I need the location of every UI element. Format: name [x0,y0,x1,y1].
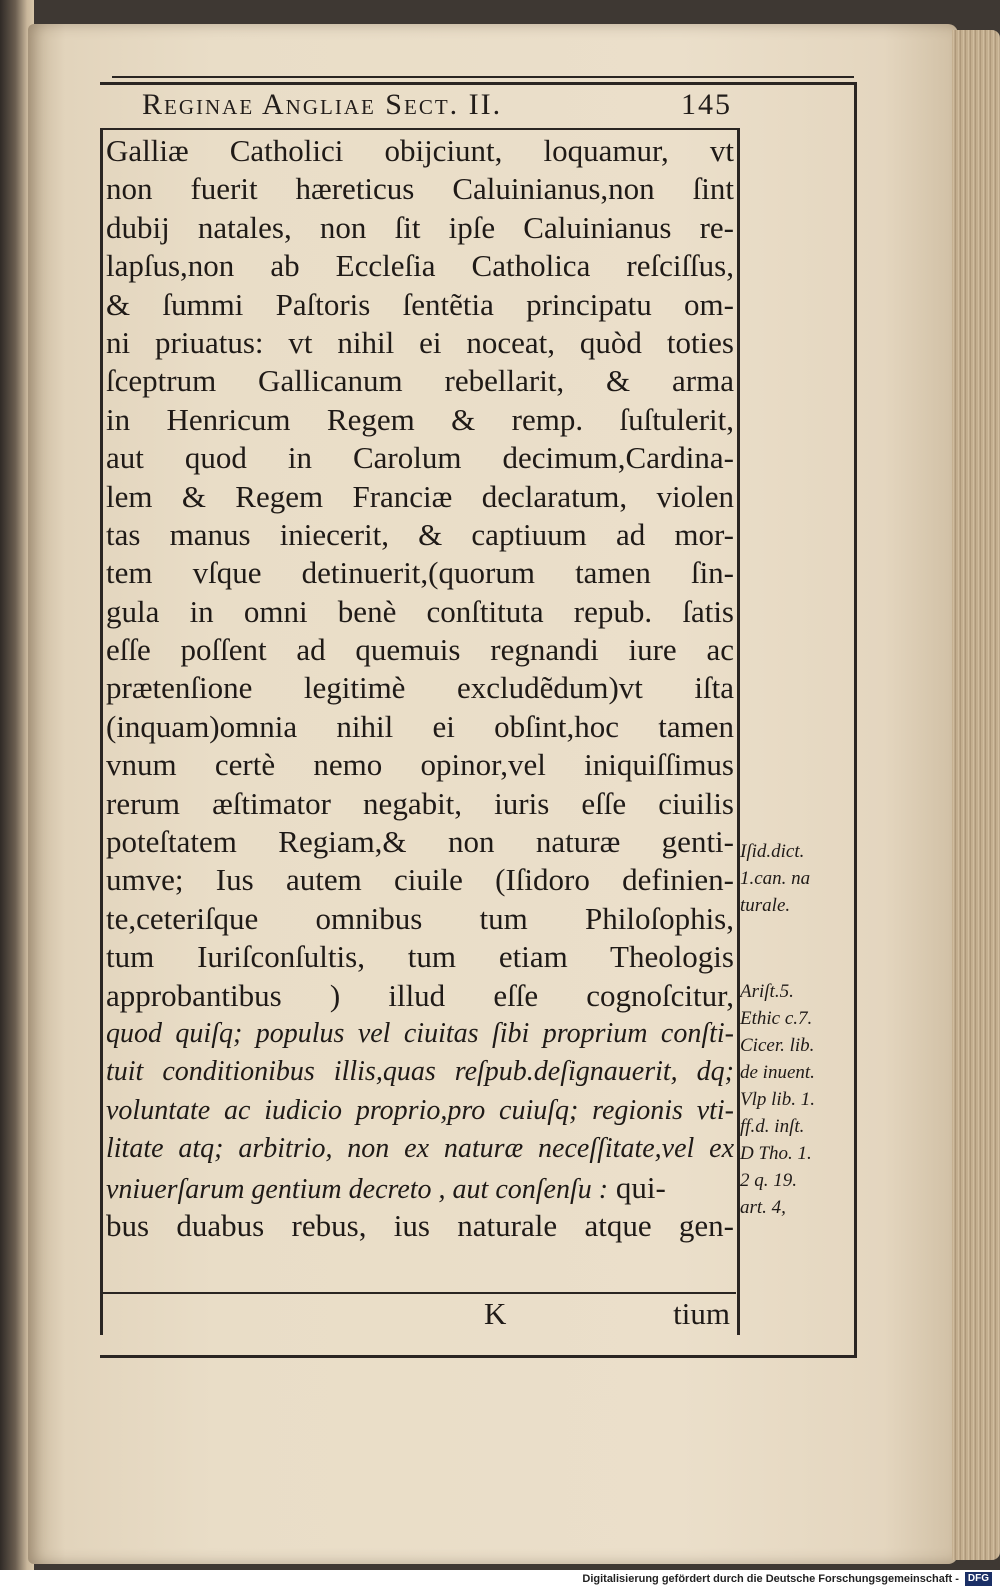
text-line: gula in omni benè conſtituta repub. ſatis [106,593,734,629]
margin-note-line: 1.can. na [740,868,811,889]
margin-note-isidore [740,838,848,919]
margin-note-line: ff.d. inſt. [740,1116,805,1137]
margin-note-line: de inuent. [740,1062,815,1083]
signature-mark: K [484,1296,507,1331]
text-line: in Henricum Regem & remp. ſuſtulerit, [106,401,734,437]
margin-note-line: Ariſt.5. [740,981,794,1002]
text-line: non fuerit hæreticus Caluinianus,non ſint [106,171,734,207]
text-line: Galliæ Catholici obijciunt, loquamur, vt [106,133,734,168]
margin-note-aristotle [740,978,848,1221]
catchword-rule [100,1292,736,1294]
text-line: lapſus,non ab Eccleſia Catholica reſciſſus, [106,248,734,284]
text-line: (inquam)omnia nihil ei obſint,hoc tamen [106,708,734,744]
italic-quote-line: voluntate ac iudicio proprio,pro cuiuſq; regionis vti- [106,1094,734,1126]
text-line: eſſe poſſent ad quemuis regnandi iure ac [106,632,734,668]
footer-credit: Digitalisierung gefördert durch die Deutsche Forschungsgemeinschaft - [582,1573,959,1585]
italic-quote-line: tuit conditionibus illis,quas reſpub.deſignauerit, dq; [106,1056,734,1088]
text-line: prætenſione legitimè excludẽdum)vt iſta [106,670,734,706]
text-line: & ſummi Paſtoris ſentẽtia principatu om- [106,286,734,322]
text-line: tem vſque detinuerit,(quorum tamen ſin- [106,555,734,591]
text-line: rerum æſtimator negabit, iuris eſſe ciuilis [106,785,734,821]
text-line: tas manus iniecerit, & captiuum ad mor- [106,516,734,552]
text-line: umve; Ius autem ciuile (Iſidoro definien- [106,862,734,898]
page-number: 145 [681,88,732,121]
margin-note-line: Iſid.dict. [740,841,805,862]
catchword-line [106,1296,734,1336]
margin-note-line: art. 4, [740,1197,786,1218]
frame-top-rule [112,76,854,78]
text-line: te,ceteriſque omnibus tum Philoſophis, [106,900,734,936]
text-line: aut quod in Carolum decimum,Cardina- [106,440,734,476]
text-line: poteſtatem Regiam,& non naturæ genti- [106,824,734,860]
running-head [110,88,734,128]
text-line: dubij natales, non ſit ipſe Caluinianus re- [106,209,734,245]
margin-note-line: Cicer. lib. [740,1035,815,1056]
text-line: vnum certè nemo opinor,vel iniquiſſimus [106,747,734,783]
digitization-footer [0,1570,1000,1589]
body-text [106,132,734,1245]
text-line: lem & Regem Franciæ declaratum, violen [106,478,734,514]
text-line: ni priuatus: vt nihil ei noceat, quòd toties [106,324,734,360]
italic-quote-line: litate atq; arbitrio, non ex naturæ neceſſitate,vel ex [106,1133,734,1165]
margin-note-line: turale. [740,895,791,916]
catchword: tium [673,1296,730,1331]
mixed-line [106,1169,734,1207]
dfg-logo: DFG [965,1572,992,1586]
text-line: bus duabus rebus, ius naturale atque gen- [106,1207,734,1243]
text-line: approbantibus ) illud eſſe cognoſcitur, [106,977,734,1013]
text-line: tum Iuriſconſultis, tum etiam Theologis [106,939,734,975]
italic-quote-tail: vniuerſarum gentium decreto , aut conſenſu : [106,1173,609,1205]
page-stack-edges [952,30,1000,1560]
margin-note-line: 2 q. 19. [740,1170,797,1191]
roman-tail: qui- [608,1169,666,1205]
margin-note-line: D Tho. 1. [740,1143,812,1164]
margin-note-line: Vlp lib. 1. [740,1089,815,1110]
text-line: ſceptrum Gallicanum rebellarit, & arma [106,363,734,399]
margin-note-line: Ethic c.7. [740,1008,813,1029]
italic-quote-line: quod quiſq; populus vel ciuitas ſibi proprium conſti- [106,1017,734,1049]
running-head-title: Reginae Angliae Sect. II. [142,88,503,121]
